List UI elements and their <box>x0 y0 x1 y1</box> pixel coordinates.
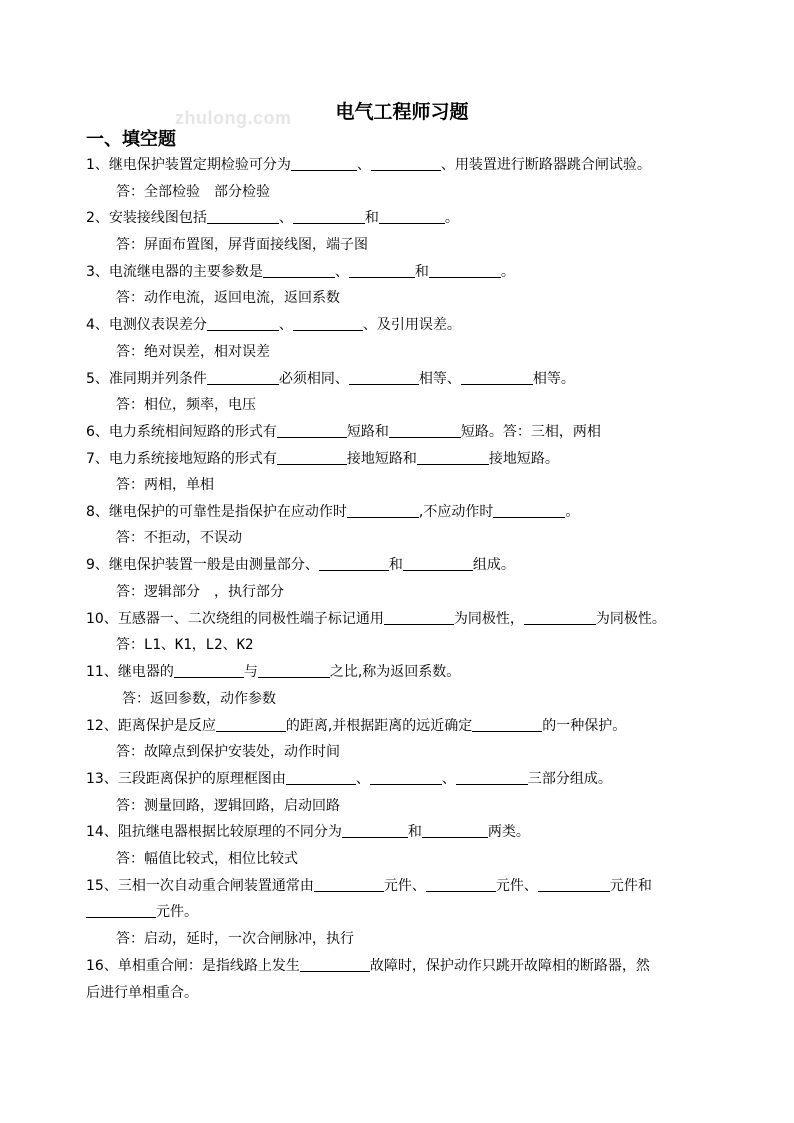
question-3: 3、电流继电器的主要参数是 、 和 。 <box>86 264 515 280</box>
question-8: 8、继电保护的可靠性是指保护在应动作时 ,不应动作时 。 <box>86 504 580 520</box>
answer-blank[interactable] <box>389 423 461 438</box>
answer-blank[interactable] <box>293 316 363 331</box>
answer-blank[interactable] <box>349 370 419 385</box>
question-6: 6、电力系统相间短路的形式有 短路和 短路。答：三相，两相 <box>86 424 601 440</box>
question-14: 14、阻抗继电器根据比较原理的不同分为 和 两类。 <box>86 824 530 840</box>
answer-2: 答：屏面布置图，屏背面接线图，端子图 <box>116 237 368 253</box>
answer-10: 答：L1、K1，L2、K2 <box>116 637 254 653</box>
answer-12: 答：故障点到保护安装处，动作时间 <box>116 744 340 760</box>
answer-blank[interactable] <box>493 503 565 518</box>
question-9: 9、继电保护装置一般是由测量部分、 和 组成。 <box>86 557 515 573</box>
answer-blank[interactable] <box>319 556 389 571</box>
answer-blank[interactable] <box>370 770 442 785</box>
answer-blank[interactable] <box>291 156 357 171</box>
watermark: zhulong.com <box>175 108 292 128</box>
answer-1: 答：全部检验 部分检验 <box>116 184 270 200</box>
answer-blank[interactable] <box>461 370 533 385</box>
question-12: 12、距离保护是反应 的距离,并根据距离的远近确定 的一种保护。 <box>86 718 627 734</box>
answer-blank[interactable] <box>403 556 473 571</box>
answer-blank[interactable] <box>347 503 419 518</box>
answer-blank[interactable] <box>258 663 330 678</box>
answer-blank[interactable] <box>207 370 279 385</box>
page-title: 电气工程师习题 <box>335 101 469 123</box>
answer-blank[interactable] <box>277 423 347 438</box>
question-2: 2、安装接线图包括 、 和 。 <box>86 210 459 226</box>
answer-blank[interactable] <box>277 450 347 465</box>
question-13: 13、三段距离保护的原理框图由 、 、 三部分组成。 <box>86 771 612 787</box>
answer-11: 答：返回参数，动作参数 <box>122 691 276 707</box>
answer-14: 答：幅值比较式，相位比较式 <box>116 851 298 867</box>
answer-blank[interactable] <box>263 263 335 278</box>
answer-4: 答：绝对误差，相对误差 <box>116 344 270 360</box>
answer-blank[interactable] <box>342 823 408 838</box>
answer-blank[interactable] <box>174 663 244 678</box>
question-4: 4、电测仪表误差分 、 、及引用误差。 <box>86 317 461 333</box>
answer-13: 答：测量回路，逻辑回路，启动回路 <box>116 798 340 814</box>
section-heading: 一、填空题 <box>86 129 176 150</box>
question-15: 15、三相一次自动重合闸装置通常由 元件、 元件、 元件和 <box>86 878 652 894</box>
answer-blank[interactable] <box>429 263 501 278</box>
answer-blank[interactable] <box>524 610 596 625</box>
answer-blank[interactable] <box>379 209 445 224</box>
answer-blank[interactable] <box>371 156 441 171</box>
answer-8: 答：不拒动，不误动 <box>116 530 242 546</box>
answer-blank[interactable] <box>417 450 489 465</box>
answer-blank[interactable] <box>207 316 279 331</box>
question-11: 11、继电器的 与 之比,称为返回系数。 <box>86 664 461 680</box>
answer-7: 答：两相，单相 <box>116 477 214 493</box>
answer-blank[interactable] <box>207 209 279 224</box>
answer-blank[interactable] <box>300 957 370 972</box>
question-7: 7、电力系统接地短路的形式有 接地短路和 接地短路。 <box>86 451 559 467</box>
question-5: 5、准同期并列条件 必须相同、 相等、 相等。 <box>86 371 575 387</box>
answer-blank[interactable] <box>86 903 156 918</box>
answer-blank[interactable] <box>538 877 610 892</box>
answer-blank[interactable] <box>472 717 542 732</box>
answer-blank[interactable] <box>349 263 415 278</box>
answer-blank[interactable] <box>422 823 488 838</box>
answer-blank[interactable] <box>286 770 356 785</box>
answer-blank[interactable] <box>293 209 365 224</box>
answer-blank[interactable] <box>314 877 384 892</box>
answer-15: 答：启动，延时，一次合闸脉冲，执行 <box>116 931 354 947</box>
answer-3: 答：动作电流，返回电流，返回系数 <box>116 290 340 306</box>
answer-blank[interactable] <box>426 877 496 892</box>
answer-9: 答：逻辑部分 ，执行部分 <box>116 584 284 600</box>
answer-blank[interactable] <box>216 717 286 732</box>
question-10: 10、互感器一、二次绕组的同极性端子标记通用 为同极性， 为同极性。 <box>86 611 666 627</box>
question-15-continued: 元件。 <box>86 903 198 921</box>
question-1: 1、继电保护装置定期检验可分为 、 、用装置进行断路器跳合闸试验。 <box>86 157 651 173</box>
question-16-continued: 后进行单相重合。 <box>86 985 198 1001</box>
answer-blank[interactable] <box>456 770 528 785</box>
question-16: 16、单相重合闸：是指线路上发生 故障时，保护动作只跳开故障相的断路器，然 <box>86 958 650 974</box>
answer-blank[interactable] <box>384 610 454 625</box>
answer-5: 答：相位，频率，电压 <box>116 397 256 413</box>
